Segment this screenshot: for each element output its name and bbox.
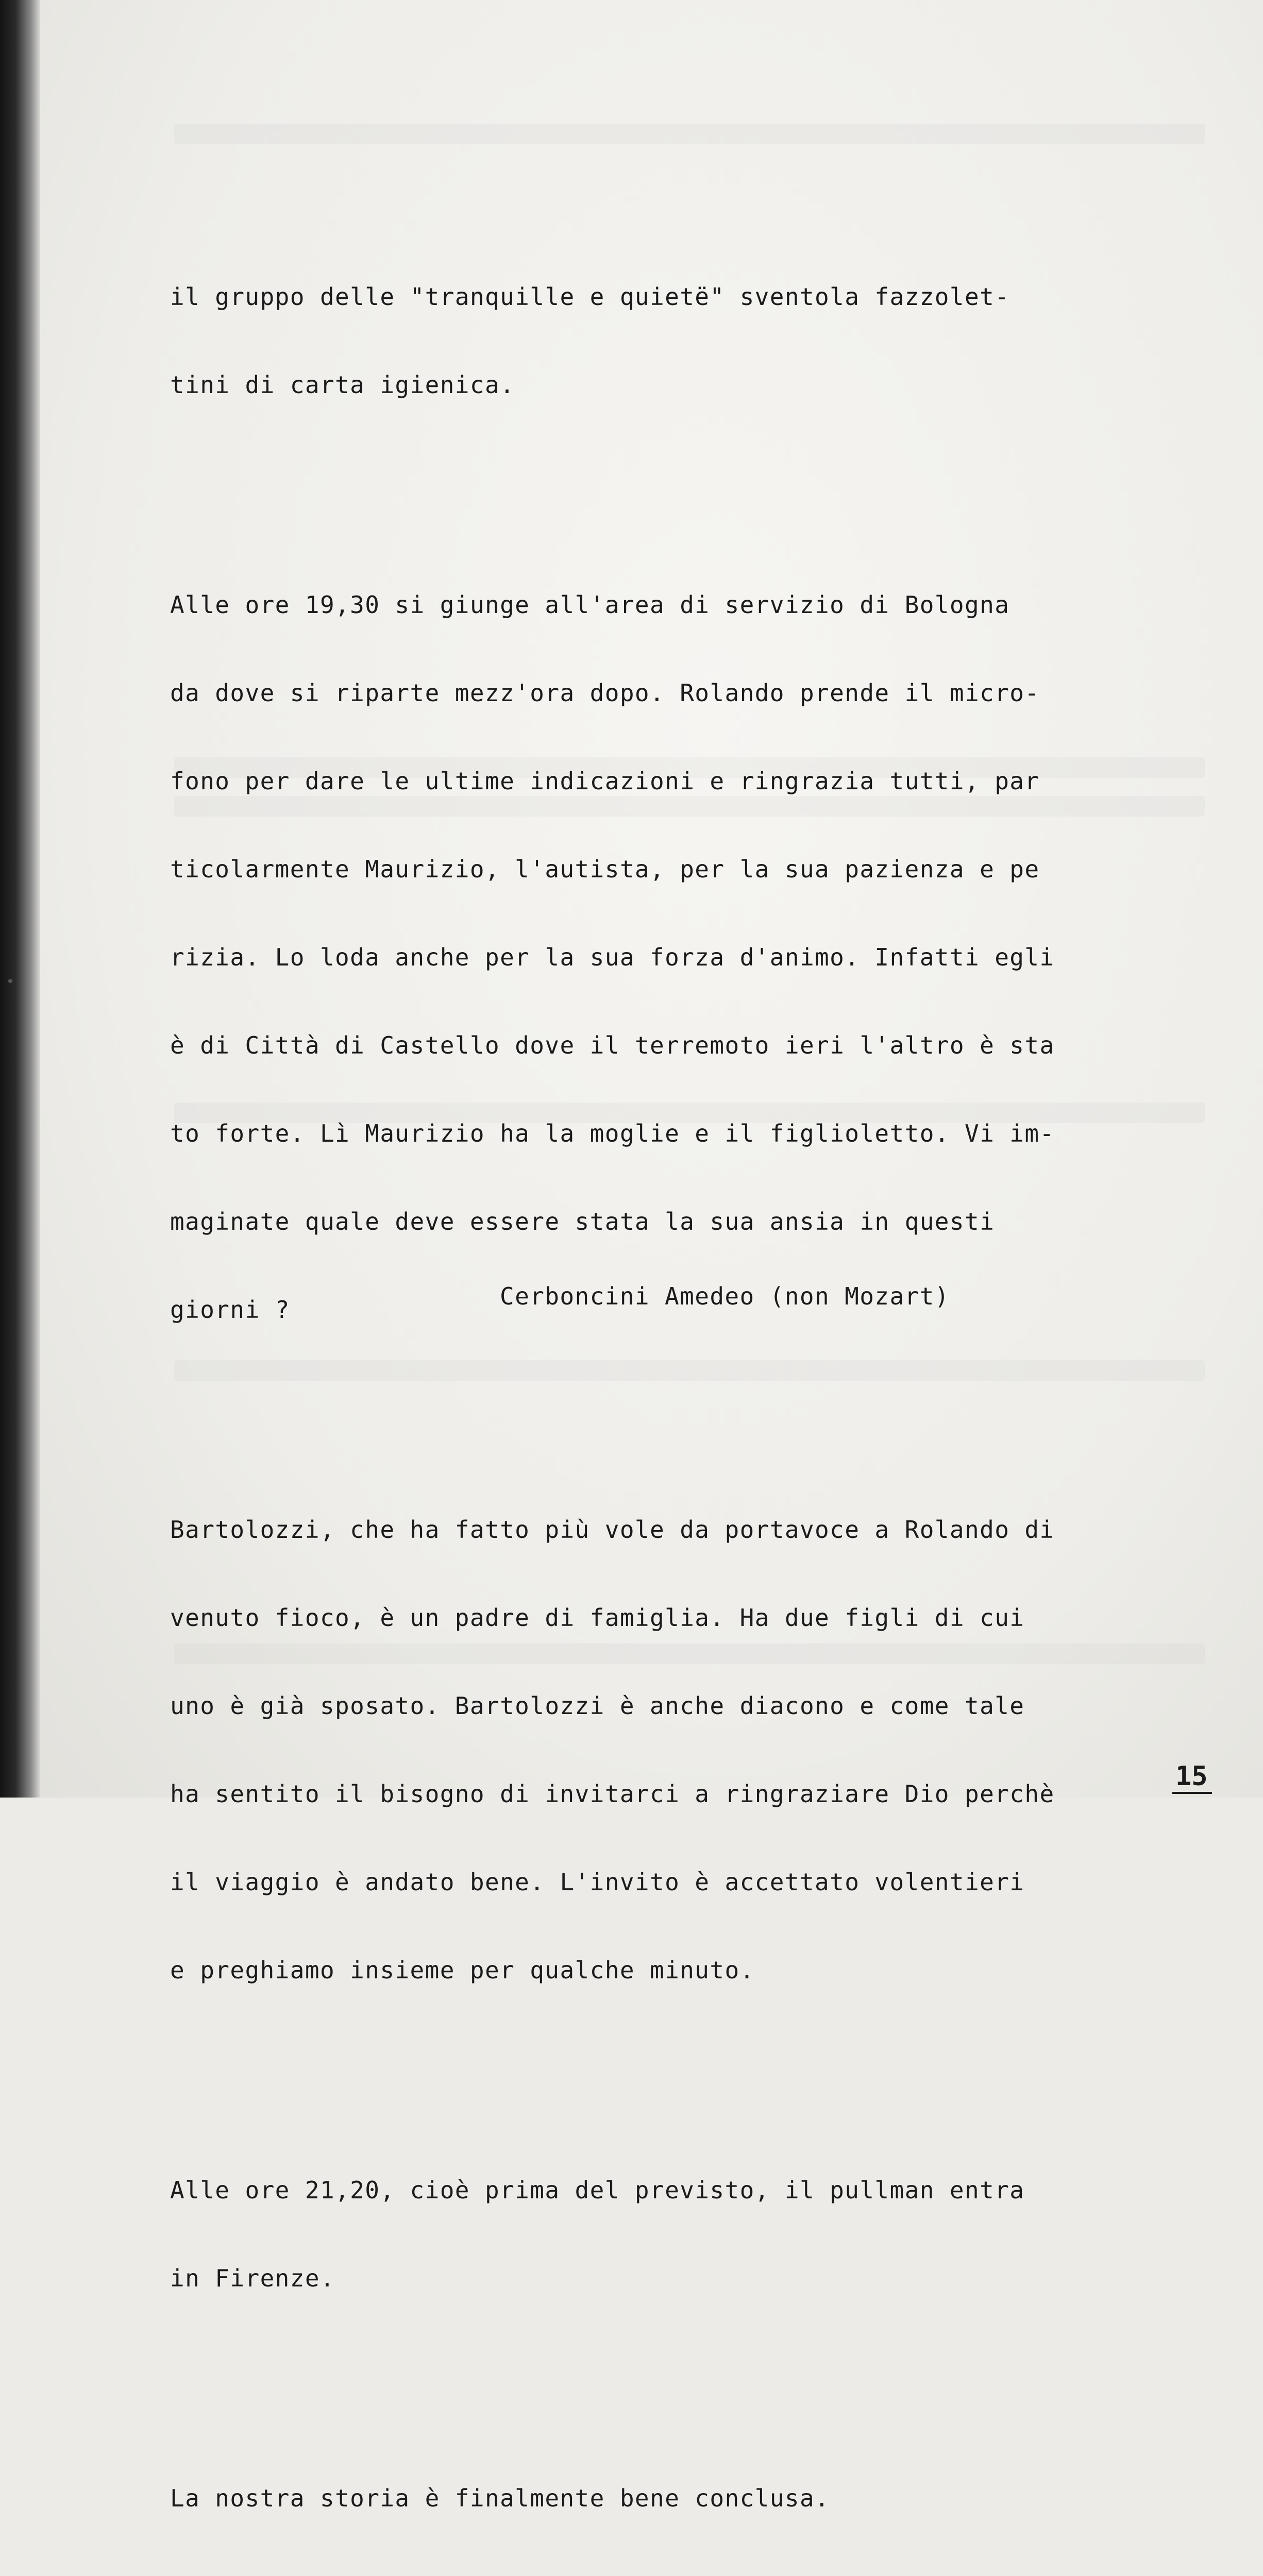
paragraph <box>170 224 1149 459</box>
text-line: il gruppo delle "tranquille e quietë" sventola fazzolet- <box>170 283 1010 311</box>
paragraph <box>170 1456 1149 2044</box>
bleed-through <box>174 124 1205 144</box>
text-line: venuto fioco, è un padre di famiglia. Ha due figli di cui <box>170 1604 1025 1632</box>
text-line: La nostra storia è finalmente bene conclusa. <box>170 2484 830 2512</box>
text-line: è di Città di Castello dove il terremoto ieri l'altro è sta <box>170 1031 1055 1059</box>
text-line: in Firenze. <box>170 2264 335 2292</box>
text-line: fono per dare le ultime indicazioni e ringrazia tutti, par <box>170 767 1040 795</box>
document-body <box>170 165 1149 2576</box>
page-number: 15 <box>1172 1761 1212 1794</box>
scan-speck <box>8 979 12 983</box>
text-line: e preghiamo insieme per qualche minuto. <box>170 1956 755 1984</box>
text-line: il viaggio è andato bene. L'invito è accettato volentieri <box>170 1868 1025 1896</box>
text-line: Alle ore 21,20, cioè prima del previsto, il pullman entra <box>170 2176 1025 2204</box>
text-line: to forte. Lì Maurizio ha la moglie e il figlioletto. Vi im- <box>170 1120 1055 1147</box>
text-line: Alle ore 19,30 si giunge all'area di servizio di Bologna <box>170 591 1010 619</box>
text-line: uno è già sposato. Bartolozzi è anche diacono e come tale <box>170 1692 1025 1720</box>
text-line: Bartolozzi, che ha fatto più vole da portavoce a Rolando di <box>170 1516 1055 1544</box>
text-line: ha sentito il bisogno di invitarci a ringraziare Dio perchè <box>170 1780 1055 1808</box>
paragraph <box>170 532 1149 1383</box>
text-line: rizia. Lo loda anche per la sua forza d'animo. Infatti egli <box>170 943 1055 971</box>
text-line: maginate quale deve essere stata la sua ansia in questi <box>170 1208 995 1235</box>
text-line: ticolarmente Maurizio, l'autista, per la sua pazienza e pe <box>170 855 1040 883</box>
paragraph <box>170 2117 1149 2352</box>
signature: Cerboncini Amedeo (non Mozart) <box>500 1282 950 1310</box>
text-line: giorni ? <box>170 1296 290 1324</box>
text-line: da dove si riparte mezz'ora dopo. Rolando prende il micro- <box>170 679 1040 707</box>
scan-edge-shadow <box>0 0 40 1798</box>
paragraph <box>170 2425 1149 2572</box>
text-line: tini di carta igienica. <box>170 371 515 399</box>
